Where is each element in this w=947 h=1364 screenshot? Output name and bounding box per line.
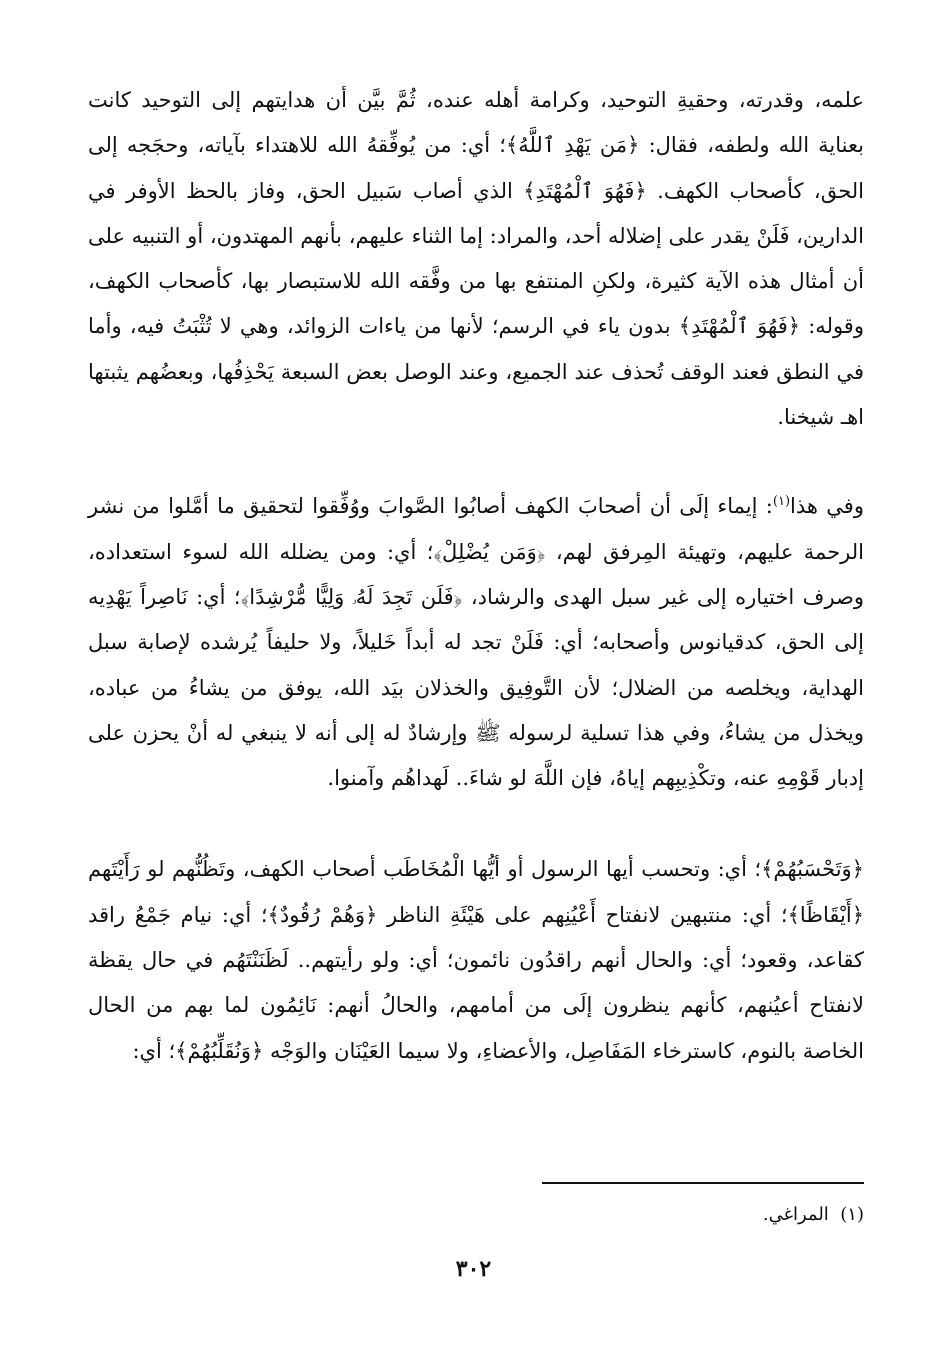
paragraph-2-text: : إيماء إلَى أن أصحابَ الكهف أصابُوا الصَّوابَ ووُفِّقوا لتحقيق ما أمَّلوا من نشر الرحمة عليهم، وتهيئة المِرفق لهم، ﴿وَمَن يُضْلِلْ﴾؛ أي: ومن يضلله الله لسوء استعداده، وصرف اختياره إلى غير سبل الهدى والرشاد، ﴿فَلَن تَجِدَ لَهُۥ وَلِيًّا مُّرْشِدًا﴾؛ أي: نَاصِراً يَهْدِيه إلى الحق، كدقيانوس وأصحابه؛ أي: فَلَنْ تجد له أبداً خَليلاً، ولا حليفاً يُرشده لإصابة سبل الهداية، ويخلصه من الضلال؛ لأن التَّوفِيق والخذلان بيَد الله، يوفق من يشاءُ من عباده، ويخذل من يشاءُ، وفي هذا تسلية لرسوله ﷺ وإرشادٌ له إلى أنه لا ينبغي له أنْ يحزن على إدبار قَوْمِهِ عنه، وتكْذِيبِهم إياهُ، فإن اللَّهَ لو شاءَ.. لَهداهُم وآمنوا. bbox=[88, 494, 865, 791]
page-body bbox=[88, 78, 864, 1074]
footnote-marker: (١) bbox=[840, 1204, 864, 1225]
footnote-text: المراغي. bbox=[762, 1204, 829, 1225]
paragraph-1: علمه، وقدرته، وحقيةِ التوحيد، وكرامة أهله عنده، ثُمَّ بيَّن أن هدايتهم إلى التوحيد كانت بعناية الله ولطفه، فقال: ﴿مَن يَهْدِ ٱللَّهُ﴾؛ أي: من يُوفِّقهُ الله للاهتداء بآياته، وحجَجه إلى الحق، كأصحاب الكهف. ﴿فَهُوَ ٱلْمُهْتَدِ﴾ الذي أصاب سَبيل الحق، وفاز بالحظ الأوفر في الدارين، فَلَنْ يقدر على إضلاله أحد، والمراد: إما الثناء عليهم، بأنهم المهتدون، أو التنبيه على أن أمثال هذه الآية كثيرة، ولكنِ المنتفع بها من وفَّقه الله للاستبصار بها، كأصحاب الكهف، وقوله: ﴿فَهُوَ ٱلْمُهْتَدِ﴾ بدون ياء في الرسم؛ لأنها من ياءات الزوائد، وهي لا تُثْبَتُ فيه، وأما في النطق فعند الوقف تُحذف عند الجميع، وعند الوصل بعض السبعة يَحْذِفُها، وبعضُهم يثبتها اهـ شيخنا. bbox=[88, 88, 864, 430]
footnote-divider bbox=[542, 1182, 864, 1184]
page-number: ٣٠٢ bbox=[455, 1256, 492, 1282]
paragraph-2-lead: وفي هذا bbox=[790, 494, 864, 519]
footnote-marker-inline[interactable]: (١) bbox=[772, 494, 791, 510]
footnote bbox=[264, 1200, 864, 1230]
paragraph-3: ﴿وَتَحْسَبُهُمْ﴾؛ أي: وتحسب أيها الرسول أو أيُّها الْمُخَاطَب أصحاب الكهف، وتَظُنُّهم لو رَأَيْتَهم ﴿أَيْقَاظًا﴾؛ أي: منتبهين لانفتاح أَعْيُنِهم على هَيْئَةِ الناظر ﴿وَهُمْ رُقُودٌ﴾؛ أي: نيام جَمْعُ راقد كقاعد، وقعود؛ أي: والحال أنهم راقدُون نائمون؛ أي: ولو رأيتهم.. لَظَنَنْتَهُم في حال يقظة لانفتاح أعيُنهم، كأنهم ينظرون إلَى من أمامهم، والحالُ أنهم: نَائِمُون لما بهم من الحال الخاصة بالنوم، كاسترخاء المَفَاصِل، والأعضاءِ، ولا سيما العَيْنَان والوَجْه ﴿وَنُقَلِّبُهُمْ﴾؛ أي: bbox=[88, 857, 865, 1063]
paragraph-2 bbox=[88, 484, 864, 801]
